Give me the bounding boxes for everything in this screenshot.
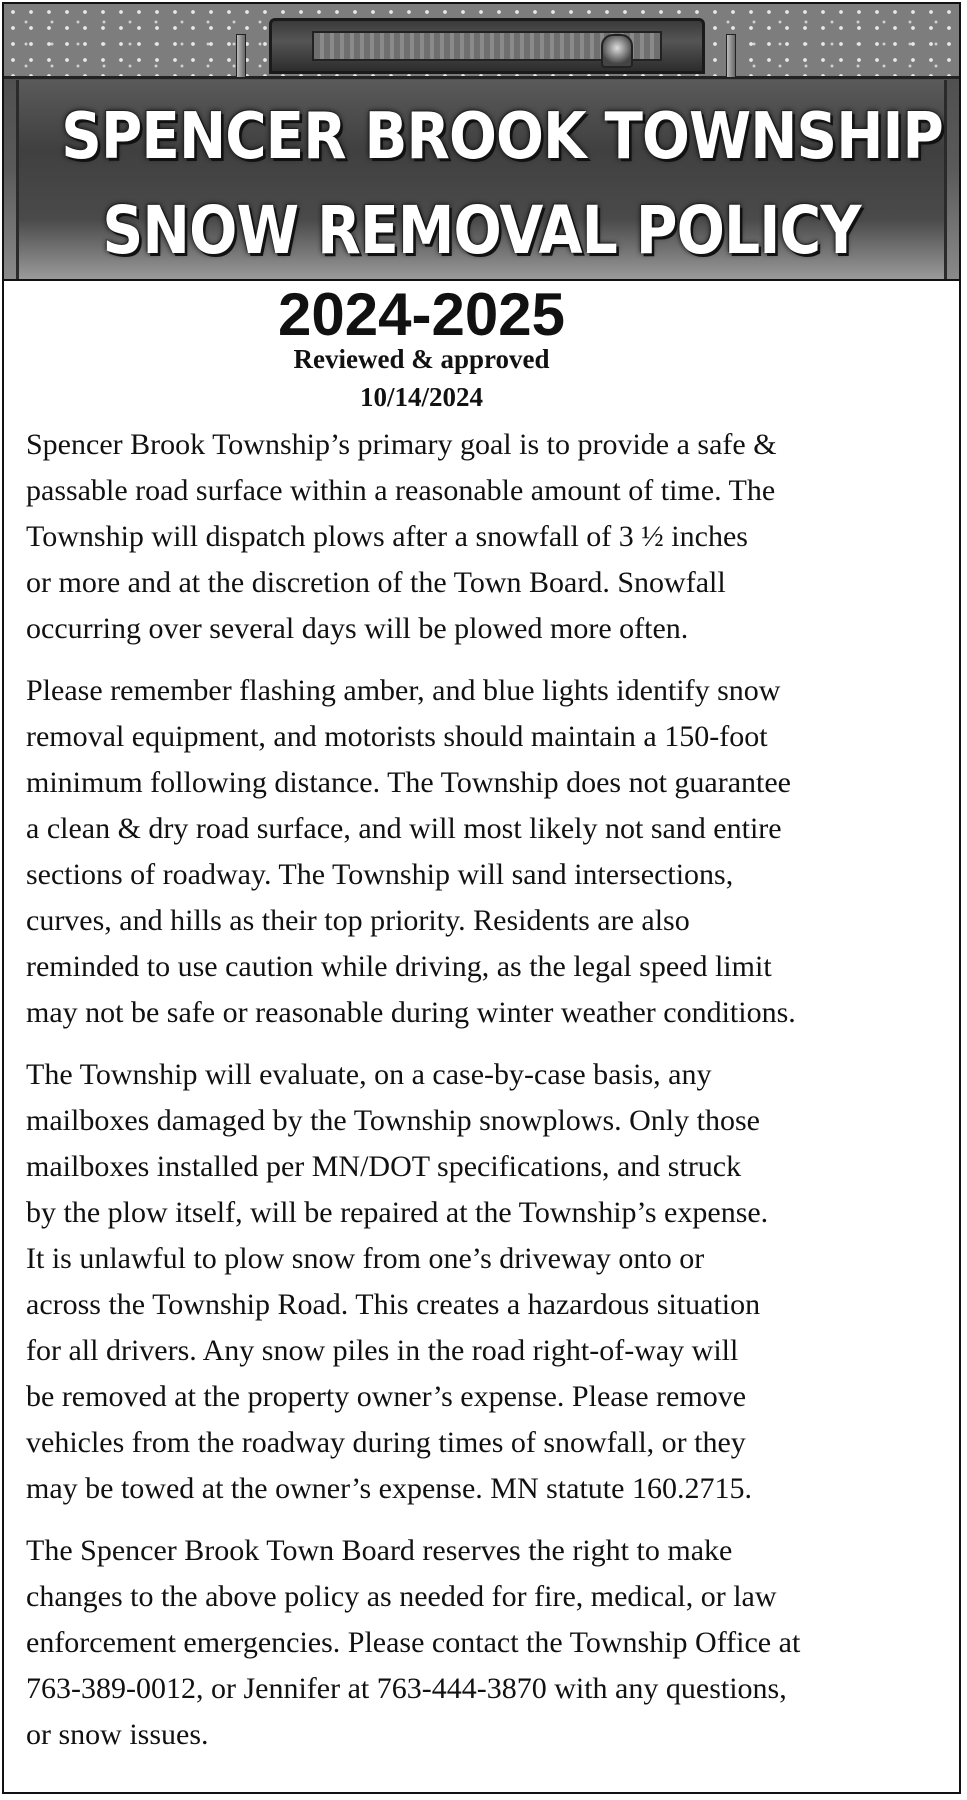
- policy-year: 2024-2025: [278, 281, 565, 348]
- review-date: 10/14/2024: [359, 382, 483, 412]
- text-line: occurring over several days will be plowed more often.: [26, 612, 689, 645]
- text-line: The Spencer Brook Town Board reserves the right to make: [26, 1534, 733, 1567]
- text-line: 763-389-0012, or Jennifer at 763-444-3870 with any questions,: [26, 1672, 787, 1705]
- text-line: or snow issues.: [26, 1718, 209, 1751]
- text-line: be removed at the property owner’s expense. Please remove: [26, 1380, 747, 1413]
- text-line: for all drivers. Any snow piles in the road right-of-way will: [26, 1334, 739, 1367]
- text-line: Township will dispatch plows after a snowfall of 3 ½ inches: [26, 520, 748, 553]
- paragraph-goal: [26, 422, 956, 652]
- text-line: a clean & dry road surface, and will most likely not sand entire: [26, 812, 782, 845]
- text-line: by the plow itself, will be repaired at the Township’s expense.: [26, 1196, 769, 1229]
- banner-title-line1: SPENCER BROOK TOWNSHIP: [61, 100, 943, 174]
- plow-post-icon: [236, 34, 246, 78]
- text-line: removal equipment, and motorists should maintain a 150-foot: [26, 720, 768, 753]
- text-line: The Township will evaluate, on a case-by-case basis, any: [26, 1058, 712, 1091]
- text-line: vehicles from the roadway during times of snowfall, or they: [26, 1426, 746, 1459]
- beacon-light-icon: [601, 34, 633, 68]
- header-banner: [4, 4, 959, 281]
- text-line: sections of roadway. The Township will sand intersections,: [26, 858, 734, 891]
- paragraph-contact: [26, 1528, 956, 1758]
- text-line: mailboxes installed per MN/DOT specifications, and struck: [26, 1150, 742, 1183]
- text-line: curves, and hills as their top priority. Residents are also: [26, 904, 690, 937]
- policy-body: [26, 422, 956, 1774]
- text-line: may be towed at the owner’s expense. MN statute 160.2715.: [26, 1472, 752, 1505]
- text-line: It is unlawful to plow snow from one’s driveway onto or: [26, 1242, 705, 1275]
- paragraph-mailboxes: [26, 1052, 956, 1512]
- text-line: across the Township Road. This creates a hazardous situation: [26, 1288, 761, 1321]
- text-line: Spencer Brook Township’s primary goal is to provide a safe &: [26, 428, 777, 461]
- paragraph-safety: [26, 668, 956, 1036]
- text-line: reminded to use caution while driving, as the legal speed limit: [26, 950, 772, 983]
- text-line: mailboxes damaged by the Township snowplows. Only those: [26, 1104, 760, 1137]
- text-line: may not be safe or reasonable during winter weather conditions.: [26, 996, 796, 1029]
- text-line: enforcement emergencies. Please contact the Township Office at: [26, 1626, 801, 1659]
- text-line: or more and at the discretion of the Town Board. Snowfall: [26, 566, 726, 599]
- text-line: Please remember flashing amber, and blue lights identify snow: [26, 674, 781, 707]
- text-line: changes to the above policy as needed for fire, medical, or law: [26, 1580, 777, 1613]
- plow-lightbar-icon: [269, 18, 705, 74]
- text-line: minimum following distance. The Township does not guarantee: [26, 766, 791, 799]
- plow-post-icon: [726, 34, 736, 78]
- text-line: passable road surface within a reasonable amount of time. The: [26, 474, 776, 507]
- review-label: Reviewed & approved: [293, 344, 550, 374]
- banner-title-line2: SNOW REMOVAL POLICY: [102, 192, 861, 269]
- notice-frame: [2, 2, 961, 1794]
